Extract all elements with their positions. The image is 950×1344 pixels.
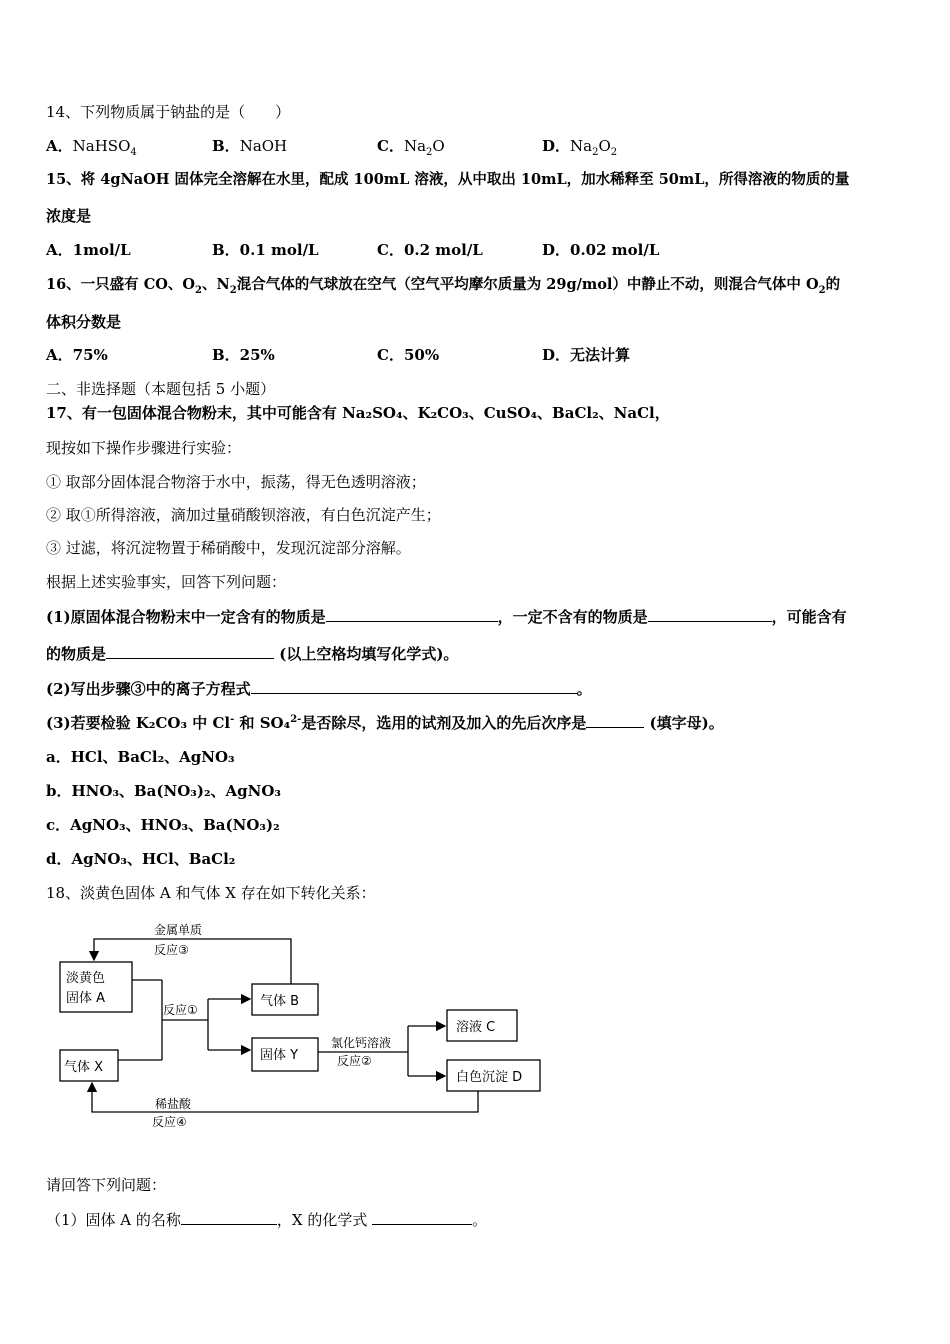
conversion-diagram [46, 920, 556, 1135]
box-d-label: 白色沉淀 D [456, 1070, 523, 1085]
q15-option-c: C．0.2 mol/L [377, 241, 483, 259]
answer-blank[interactable] [648, 605, 772, 622]
q18-stem: 18、淡黄色固体 A 和气体 X 存在如下转化关系： [46, 884, 376, 902]
answer-blank[interactable] [326, 605, 498, 622]
box-y-label: 固体 Y [260, 1048, 299, 1063]
q14-option-a: A．NaHSO$_4$ [46, 137, 137, 158]
q14-option-b: B．NaOH [212, 137, 288, 155]
q15-stem-cont: 浓度是 [46, 207, 92, 225]
arrow-reaction-4 [92, 1083, 478, 1112]
answer-blank[interactable] [106, 642, 274, 659]
q16-option-d: D．无法计算 [542, 346, 631, 364]
q17-part1: (1)原固体混合物粉末中一定含有的物质是 ，一定不含有的物质是 ，可能含有 [46, 605, 847, 627]
box-c-label: 溶液 C [456, 1020, 496, 1035]
q14-stem: 14、下列物质属于钠盐的是（ ） [46, 103, 291, 121]
section-heading: 二、非选择题（本题包括 5 小题） [46, 380, 276, 398]
label-dilute-hcl: 稀盐酸 [155, 1097, 192, 1111]
q17-step1: ① 取部分固体混合物溶于水中，振荡，得无色透明溶液； [46, 473, 426, 491]
q17-step3: ③ 过滤，将沉淀物置于稀硝酸中，发现沉淀部分溶解。 [46, 539, 411, 557]
q17-stem: 17、有一包固体混合物粉末，其中可能含有 Na₂SO₄、K₂CO₃、CuSO₄、BaCl₂、NaCl， [46, 404, 670, 422]
q15-stem: 15、将 4gNaOH 固体完全溶解在水里，配成 100mL 溶液，从中取出 10mL，加水稀释至 50mL，所得溶液的物质的量 [46, 171, 850, 188]
answer-blank[interactable] [181, 1208, 277, 1225]
q16-option-b: B．25% [212, 346, 275, 364]
answer-blank[interactable] [372, 1208, 472, 1225]
q17-ask: 根据上述实验事实，回答下列问题： [46, 573, 287, 591]
q14-option-d: D．$Na_2O_2$ [542, 137, 618, 158]
box-b-label: 气体 B [260, 994, 300, 1009]
box-x-label: 气体 X [64, 1060, 104, 1075]
label-reaction-1: 反应① [163, 1003, 198, 1017]
answer-blank[interactable] [586, 711, 644, 728]
box-a-line1: 淡黄色 [66, 971, 106, 986]
q17-option-b: b．HNO₃、Ba(NO₃)₂、AgNO₃ [46, 782, 281, 800]
q15-option-a: A．1mol/L [46, 241, 131, 259]
q16-stem: 16、一只盛有 CO、$O_2$、$N_2$混合气体的气球放在空气（空气平均摩尔质量为 29g/mol）中静止不动，则混合气体中 $O_2$的 [46, 276, 841, 296]
q17-part1-cont: 的物质是 (以上空格均填写化学式)。 [46, 642, 458, 664]
label-reaction-3: 反应③ [154, 943, 189, 957]
q17-option-c: c．AgNO₃、HNO₃、Ba(NO₃)₂ [46, 816, 280, 834]
q15-option-b: B．0.1 mol/L [212, 241, 319, 259]
q17-step2: ② 取①所得溶液，滴加过量硝酸钡溶液，有白色沉淀产生； [46, 506, 441, 524]
q16-option-a: A．75% [46, 346, 108, 364]
q14-option-c: C．$Na_2O$ [377, 137, 445, 158]
q18-ask: 请回答下列问题： [46, 1176, 167, 1194]
q17-option-d: d．AgNO₃、HCl、BaCl₂ [46, 850, 236, 868]
q18-part1: （1）固体 A 的名称 ，X 的化学式 。 [46, 1208, 487, 1230]
q16-stem-cont: 体积分数是 [46, 313, 122, 331]
label-reaction-2: 反应② [337, 1054, 372, 1068]
q17-option-a: a．HCl、BaCl₂、AgNO₃ [46, 748, 235, 766]
label-reaction-4: 反应④ [152, 1115, 187, 1129]
box-a-line2: 固体 A [66, 991, 106, 1006]
q16-option-c: C．50% [377, 346, 440, 364]
q17-part2: (2)写出步骤③中的离子方程式 。 [46, 677, 592, 699]
answer-blank[interactable] [251, 677, 577, 694]
label-metal: 金属单质 [154, 923, 203, 937]
q15-option-d: D．0.02 mol/L [542, 241, 660, 259]
q17-part3: (3)若要检验 K₂CO₃ 中 Cl- 和 SO₄$^{2-}$是否除尽，选用的试剂及加入的先后次序是 (填字母)。 [46, 711, 724, 733]
label-cacl2: 氯化钙溶液 [331, 1036, 392, 1050]
q17-intro: 现按如下操作步骤进行实验： [46, 439, 242, 457]
